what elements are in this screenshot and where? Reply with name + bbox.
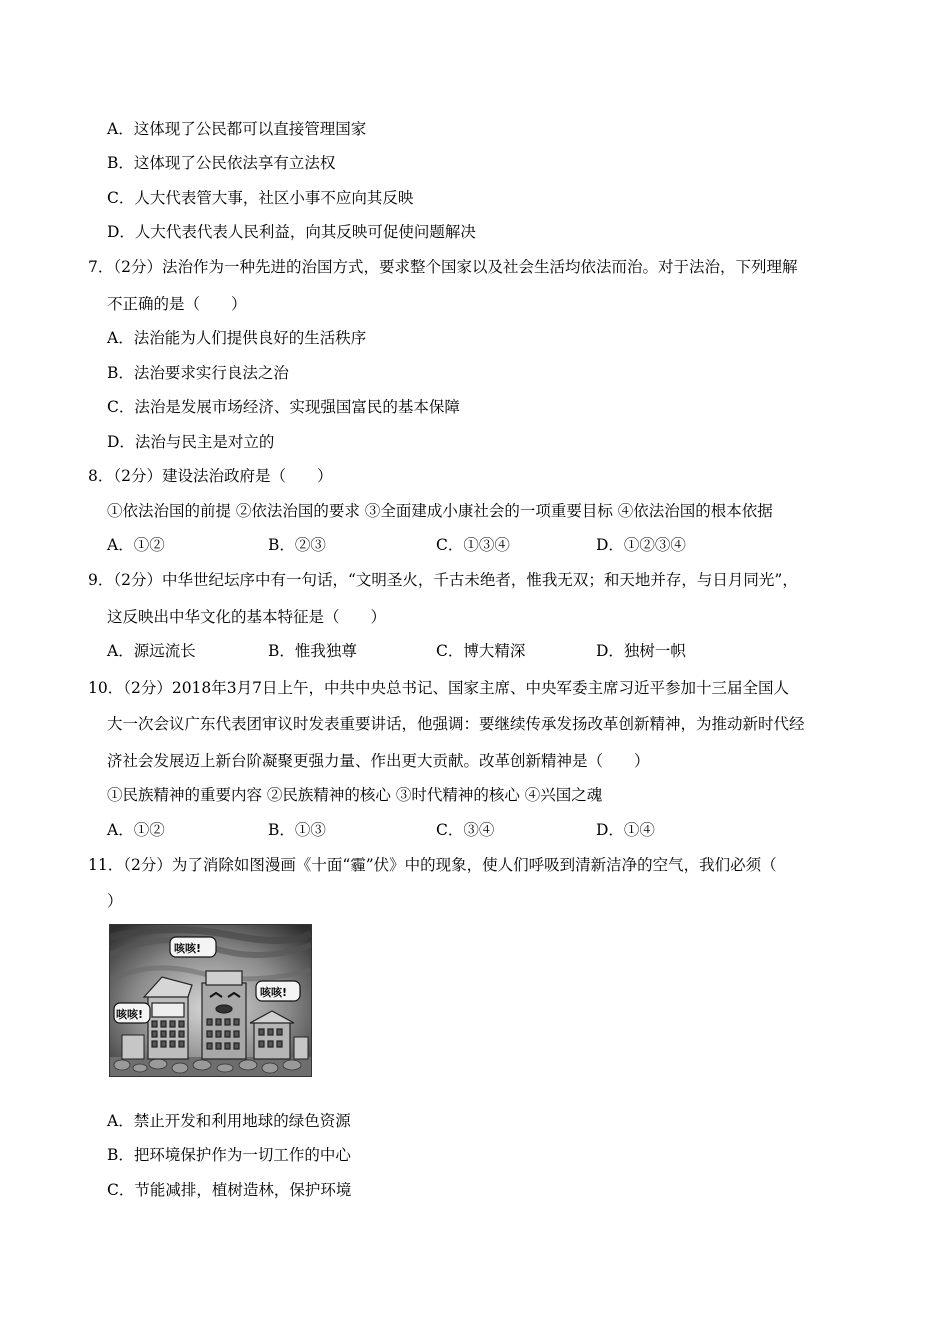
q10-option-c: C．③④ [436,821,495,839]
q8-option-c: C．①③④ [436,536,510,554]
q10-option-b: B．①③ [268,821,326,839]
q7-stem-line2: 不正确的是（ ） [107,295,247,313]
cartoon-bubble-top: 咳咳! [174,942,202,955]
q7-option-c: C．法治是发展市场经济、实现强国富民的基本保障 [107,398,460,416]
smog-cartoon-illustration [110,925,311,1076]
q8-option-d: D．①②③④ [596,536,686,554]
q7-stem-line1: 7．（2分）法治作为一种先进的治国方式，要求整个国家以及社会生活均依法而治。对于法治，下列理解 [88,258,798,276]
q8-stem: 8．（2分）建设法治政府是（ ） [88,467,333,485]
q10-items: ①民族精神的重要内容 ②民族精神的核心 ③时代精神的核心 ④兴国之魂 [107,786,603,804]
cartoon-bubble-right: 咳咳! [260,986,288,999]
q11-option-a: A．禁止开发和利用地球的绿色资源 [107,1112,351,1130]
q7-option-a: A．法治能为人们提供良好的生活秩序 [107,329,367,347]
q11-stem-line1: 11．（2分）为了消除如图漫画《十面“霾”伏》中的现象，使人们呼吸到清新洁净的空气，我们必须（ [88,856,777,874]
q8-option-b: B．②③ [268,536,326,554]
q8-items: ①依法治国的前提 ②依法治国的要求 ③全面建成小康社会的一项重要目标 ④依法治国的根本依据 [107,502,773,520]
q7-option-d: D．法治与民主是对立的 [107,433,275,451]
q10-options-row [0,820,950,840]
q9-option-a: A．源远流长 [107,642,196,660]
q9-option-d: D．独树一帜 [596,642,686,660]
q10-stem-line3: 济社会发展迈上新台阶凝聚更强力量、作出更大贡献。改革创新精神是（ ） [107,752,650,770]
q11-option-b: B．把环境保护作为一切工作的中心 [107,1146,351,1164]
q9-option-c: C．博大精深 [436,642,526,660]
q10-option-d: D．①④ [596,821,655,839]
q11-stem-line2: ） [107,892,123,910]
q9-stem-line1: 9．（2分）中华世纪坛序中有一句话，“文明圣火，千古未绝者，惟我无双；和天地并存，与日月同光”， [88,571,798,589]
q6-option-b: B．这体现了公民依法享有立法权 [107,154,336,172]
q6-option-a: A．这体现了公民都可以直接管理国家 [107,120,367,138]
q9-stem-line2: 这反映出中华文化的基本特征是（ ） [107,608,387,626]
q10-stem-line2: 大一次会议广东代表团审议时发表重要讲话，他强调：要继续传承发扬改革创新精神，为推动新时代经 [107,715,805,733]
q9-option-b: B．惟我独尊 [268,642,357,660]
q9-options-row [0,641,950,661]
q10-stem-line1: 10．（2分）2018年3月7日上午，中共中央总书记、国家主席、中央军委主席习近平参加十三届全国人 [88,679,790,697]
q8-option-a: A．①② [107,536,165,554]
q10-option-a: A．①② [107,821,165,839]
q7-option-b: B．法治要求实行良法之治 [107,364,289,382]
smog-cartoon-image [109,924,312,1077]
q6-option-d: D．人大代表代表人民利益，向其反映可促使问题解决 [107,223,476,241]
cartoon-bubble-left: 咳咳! [116,1008,144,1021]
q6-option-c: C．人大代表管大事，社区小事不应向其反映 [107,189,414,207]
q8-options-row [0,535,950,555]
q11-option-c: C．节能减排，植树造林，保护环境 [107,1181,352,1199]
